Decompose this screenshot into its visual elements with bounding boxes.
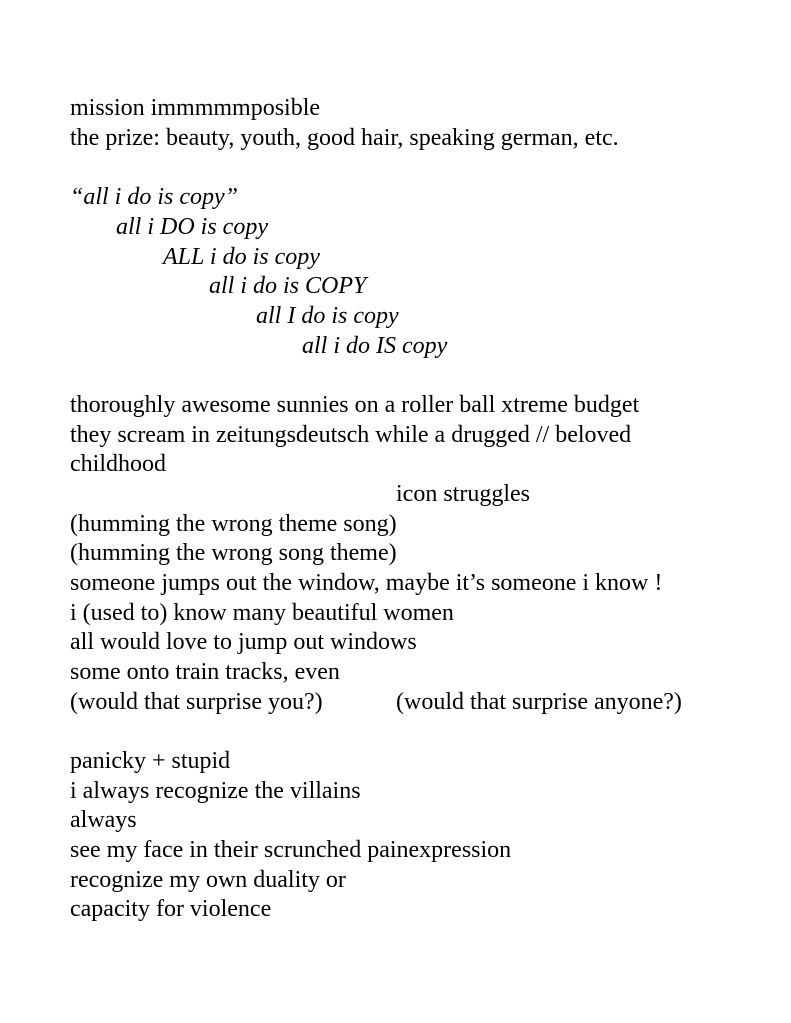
poem-line: some onto train tracks, even [70, 659, 340, 685]
poem-line: always [70, 807, 137, 833]
poem-line-italic: all i do is COPY [209, 273, 367, 299]
poem-line: (would that surprise anyone?) [396, 689, 682, 715]
poem-line: i always recognize the villains [70, 778, 361, 804]
poem-line-italic: ALL i do is copy [163, 244, 320, 270]
poem-line: thoroughly awesome sunnies on a roller ball xtreme budget [70, 392, 640, 418]
poem-line: panicky + stupid [70, 748, 231, 774]
poem-line: see my face in their scrunched painexpression [70, 837, 512, 863]
poem-line: (would that surprise you?) [70, 689, 323, 715]
poem-line: (humming the wrong song theme) [70, 540, 397, 566]
poem-line-italic: all i do IS copy [302, 333, 448, 359]
poem-line: the prize: beauty, youth, good hair, speaking german, etc. [70, 125, 619, 151]
poem-line-italic: “all i do is copy” [70, 184, 239, 210]
poem-line: childhood [70, 451, 166, 477]
poem-line: mission immmmmposible [70, 95, 321, 121]
poem-line: capacity for violence [70, 896, 272, 922]
poem-line: recognize my own duality or [70, 867, 346, 893]
poem-line: someone jumps out the window, maybe it’s someone i know ! [70, 570, 663, 596]
poem-line: (humming the wrong theme song) [70, 511, 397, 537]
poem-line: they scream in zeitungsdeutsch while a drugged // beloved [70, 422, 632, 448]
poem-line: icon struggles [396, 481, 530, 507]
poem-line-italic: all I do is copy [256, 303, 399, 329]
poem-line: all would love to jump out windows [70, 629, 417, 655]
poem-line-italic: all i DO is copy [116, 214, 268, 240]
poem-line: i (used to) know many beautiful women [70, 600, 454, 626]
